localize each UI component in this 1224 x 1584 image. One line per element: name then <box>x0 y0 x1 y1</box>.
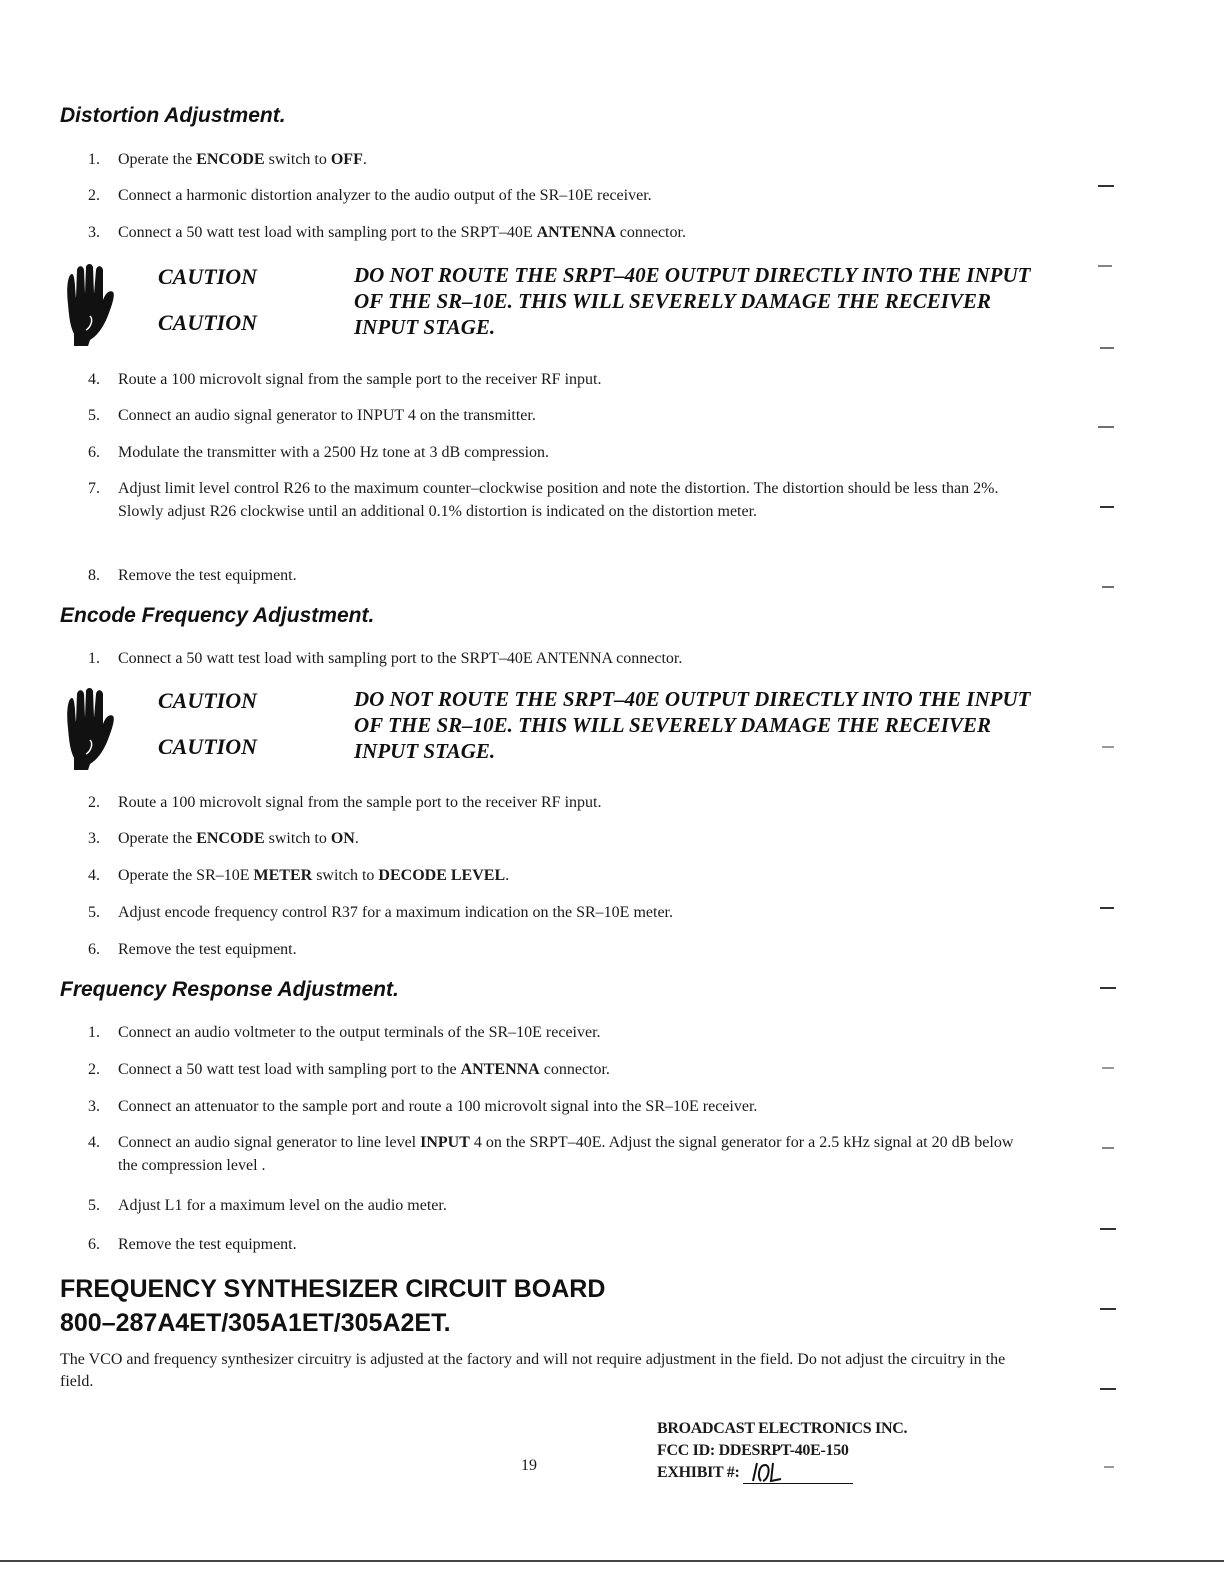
fcc-id: FCC ID: DDESRPT-40E-150 <box>657 1442 849 1459</box>
list-item: 6. Remove the test equipment. <box>88 1236 297 1253</box>
margin-mark <box>1104 1466 1114 1468</box>
margin-mark <box>1102 1147 1114 1149</box>
list-item: 3. Operate the ENCODE switch to ON. <box>88 830 359 847</box>
list-item: 6. Modulate the transmitter with a 2500 Hz tone at 3 dB compression. <box>88 444 550 461</box>
margin-mark <box>1098 426 1114 428</box>
margin-mark <box>1098 265 1112 267</box>
caution-label: CAUTION <box>158 264 258 289</box>
list-item: 3. Connect an attenuator to the sample port and route a 100 microvolt signal into the SR–10E receiver. <box>88 1098 758 1115</box>
handwriting-signature <box>747 1459 817 1485</box>
body-paragraph: The VCO and frequency synthesizer circuitry is adjusted at the factory and will not require adjustment in the field. Do not adjust the circuitry in the field. <box>60 1351 1006 1390</box>
margin-mark <box>1100 987 1116 989</box>
caution-label: CAUTION <box>158 310 258 335</box>
list-item: 3. Connect a 50 watt test load with sampling port to the SRPT–40E ANTENNA connector. <box>88 224 686 241</box>
exhibit-line: EXHIBIT #: <box>657 1462 977 1484</box>
page-bottom-rule <box>0 1560 1224 1562</box>
page-title: FREQUENCY SYNTHESIZER CIRCUIT BOARD 800–287A4ET/305A1ET/305A2ET. <box>60 1275 606 1337</box>
hand-stop-icon <box>60 264 128 346</box>
caution-text: DO NOT ROUTE THE SRPT–40E OUTPUT DIRECTLY INTO THE INPUT OF THE SR–10E. THIS WILL SEVERELY DAMAGE THE RECEIVER INPUT STAGE. <box>354 263 1031 339</box>
exhibit-handwritten-value <box>743 1465 853 1484</box>
list-item: 8. Remove the test equipment. <box>88 567 297 584</box>
margin-mark <box>1100 506 1114 508</box>
list-item: 1. Connect an audio voltmeter to the output terminals of the SR–10E receiver. <box>88 1024 601 1041</box>
list-item: 4. Route a 100 microvolt signal from the sample port to the receiver RF input. <box>88 371 602 388</box>
section-title-distortion: Distortion Adjustment. <box>60 104 286 127</box>
margin-mark <box>1100 1388 1116 1390</box>
page-number: 19 <box>521 1457 537 1474</box>
section-title-encode: Encode Frequency Adjustment. <box>60 604 375 627</box>
caution-label: CAUTION <box>158 734 258 759</box>
margin-mark <box>1102 746 1114 748</box>
list-item: 2. Connect a harmonic distortion analyzer to the audio output of the SR–10E receiver. <box>88 187 652 204</box>
list-item: 7. Adjust limit level control R26 to the maximum counter–clockwise position and note the distortion. The distortion should be less than 2%. Slowly adjust R26 clockwise until an additional 0.1% distortion is indicated on the distortion meter. <box>88 480 999 520</box>
list-item: 2. Route a 100 microvolt signal from the sample port to the receiver RF input. <box>88 794 602 811</box>
list-item: 6. Remove the test equipment. <box>88 941 297 958</box>
margin-mark <box>1100 1308 1116 1310</box>
list-item: 1. Connect a 50 watt test load with sampling port to the SRPT–40E ANTENNA connector. <box>88 650 683 667</box>
margin-mark <box>1100 907 1114 909</box>
company-name: BROADCAST ELECTRONICS INC. <box>657 1420 908 1437</box>
caution-text: DO NOT ROUTE THE SRPT–40E OUTPUT DIRECTLY INTO THE INPUT OF THE SR–10E. THIS WILL SEVERELY DAMAGE THE RECEIVER INPUT STAGE. <box>354 687 1031 763</box>
margin-mark <box>1102 586 1114 588</box>
list-item: 4. Operate the SR–10E METER switch to DECODE LEVEL. <box>88 867 510 884</box>
list-item: 1. Operate the ENCODE switch to OFF. <box>88 151 367 168</box>
margin-mark <box>1100 1228 1116 1230</box>
list-item: 5. Adjust encode frequency control R37 for a maximum indication on the SR–10E meter. <box>88 904 673 921</box>
list-item: 2. Connect a 50 watt test load with sampling port to the ANTENNA connector. <box>88 1061 610 1078</box>
caution-box <box>60 262 1031 352</box>
section-title-frequency-response: Frequency Response Adjustment. <box>60 978 399 1001</box>
list-item: 5. Connect an audio signal generator to INPUT 4 on the transmitter. <box>88 407 536 424</box>
caution-box <box>60 686 1031 776</box>
list-item: 4. Connect an audio signal generator to line level INPUT 4 on the SRPT–40E. Adjust the signal generator for a 2.5 kHz signal at 20 dB below the compression level . <box>88 1134 1014 1174</box>
margin-mark <box>1098 185 1114 187</box>
margin-mark <box>1102 1067 1114 1069</box>
caution-label: CAUTION <box>158 688 258 713</box>
hand-stop-icon <box>60 688 128 770</box>
margin-mark <box>1100 347 1114 349</box>
list-item: 5. Adjust L1 for a maximum level on the audio meter. <box>88 1197 447 1214</box>
fcc-stamp <box>657 1418 977 1484</box>
